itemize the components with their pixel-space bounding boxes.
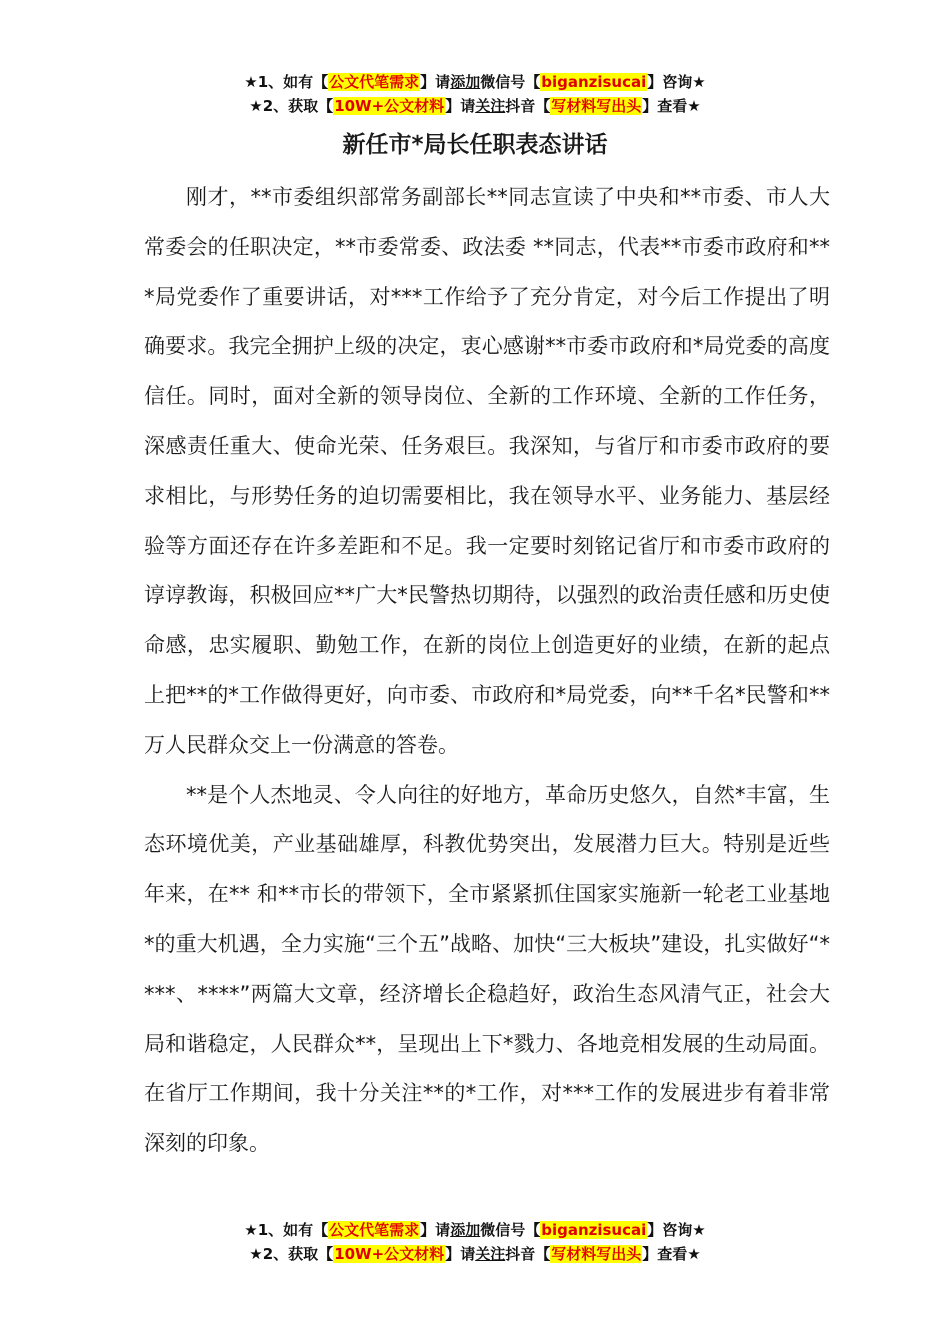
promo-text: 抖音【: [505, 1245, 551, 1263]
promo-line-1: [0, 70, 950, 94]
promo-highlight: 10W+公文材料: [334, 97, 445, 115]
document-body: [144, 173, 830, 1169]
promo-highlight: 写材料写出头: [551, 97, 642, 115]
promo-underline: 关注: [475, 1245, 506, 1263]
promo-text: 】请: [420, 1221, 451, 1239]
promo-text: ★2、获取【: [249, 1245, 334, 1263]
promo-text: 】请: [445, 1245, 476, 1263]
promo-highlight: 公文代笔需求: [329, 73, 420, 91]
promo-text: 】咨询★: [647, 1221, 706, 1239]
promo-text: ★1、如有【: [244, 73, 329, 91]
promo-highlight: 写材料写出头: [551, 1245, 642, 1263]
promo-highlight: 10W+公文材料: [334, 1245, 445, 1263]
promo-underline: 添加: [450, 1221, 481, 1239]
promo-text: ★2、获取【: [249, 97, 334, 115]
promo-highlight: 公文代笔需求: [329, 1221, 420, 1239]
promo-text: 】查看★: [642, 1245, 701, 1263]
promo-text: ★1、如有【: [244, 1221, 329, 1239]
promo-highlight: biganzisucai: [541, 73, 647, 91]
promo-header: [0, 70, 950, 118]
promo-text: 】咨询★: [647, 73, 706, 91]
promo-text: 微信号【: [480, 1221, 541, 1239]
document-title: 新任市*局长任职表态讲话: [342, 132, 608, 158]
promo-highlight: biganzisucai: [541, 1221, 647, 1239]
promo-text: 】请: [420, 73, 451, 91]
promo-text: 】查看★: [642, 97, 701, 115]
promo-text: 】请: [445, 97, 476, 115]
paragraph-1: 刚才，**市委组织部常务副部长**同志宣读了中央和**市委、市人大常委会的任职决定，**市委常委、政法委 **同志，代表**市委市政府和***局党委作了重要讲话，对***工作给予了充分肯定，对今后工作提出了明确要求。我完全拥护上级的决定，衷心感谢**市委市政府和*局党委的高度信任。同时，面对全新的领导岗位、全新的工作环境、全新的工作任务，深感责任重大、使命光荣、任务艰巨。我深知，与省厅和市委市政府的要求相比，与形势任务的迫切需要相比，我在领导水平、业务能力、基层经验等方面还存在许多差距和不足。我一定要时刻铭记省厅和市委市政府的谆谆教诲，积极回应**广大*民警热切期待，以强烈的政治责任感和历史使命感，忠实履职、勤勉工作，在新的岗位上创造更好的业绩，在新的起点上把**的*工作做得更好，向市委、市政府和*局党委，向**千名*民警和**万人民群众交上一份满意的答卷。: [144, 185, 830, 757]
promo-footer: [0, 1218, 950, 1266]
promo-line-2: [0, 1242, 950, 1266]
promo-underline: 添加: [450, 73, 481, 91]
promo-underline: 关注: [475, 97, 506, 115]
promo-line-1: [0, 1218, 950, 1242]
paragraph-2: **是个人杰地灵、令人向往的好地方，革命历史悠久，自然*丰富，生态环境优美，产业基础雄厚，科教优势突出，发展潜力巨大。特别是近些年来，在** 和**市长的带领下，全市紧紧抓住国家实施新一轮老工业基地*的重大机遇，全力实施“三个五”战略、加快“三大板块”建设，扎实做好“****、****”两篇大文章，经济增长企稳趋好，政治生态风清气正，社会大局和谐稳定，人民群众**，呈现出上下*戮力、各地竞相发展的生动局面。在省厅工作期间，我十分关注**的*工作，对***工作的发展进步有着非常深刻的印象。: [144, 782, 830, 1156]
promo-text: 微信号【: [480, 73, 541, 91]
promo-text: 抖音【: [505, 97, 551, 115]
promo-line-2: [0, 94, 950, 118]
